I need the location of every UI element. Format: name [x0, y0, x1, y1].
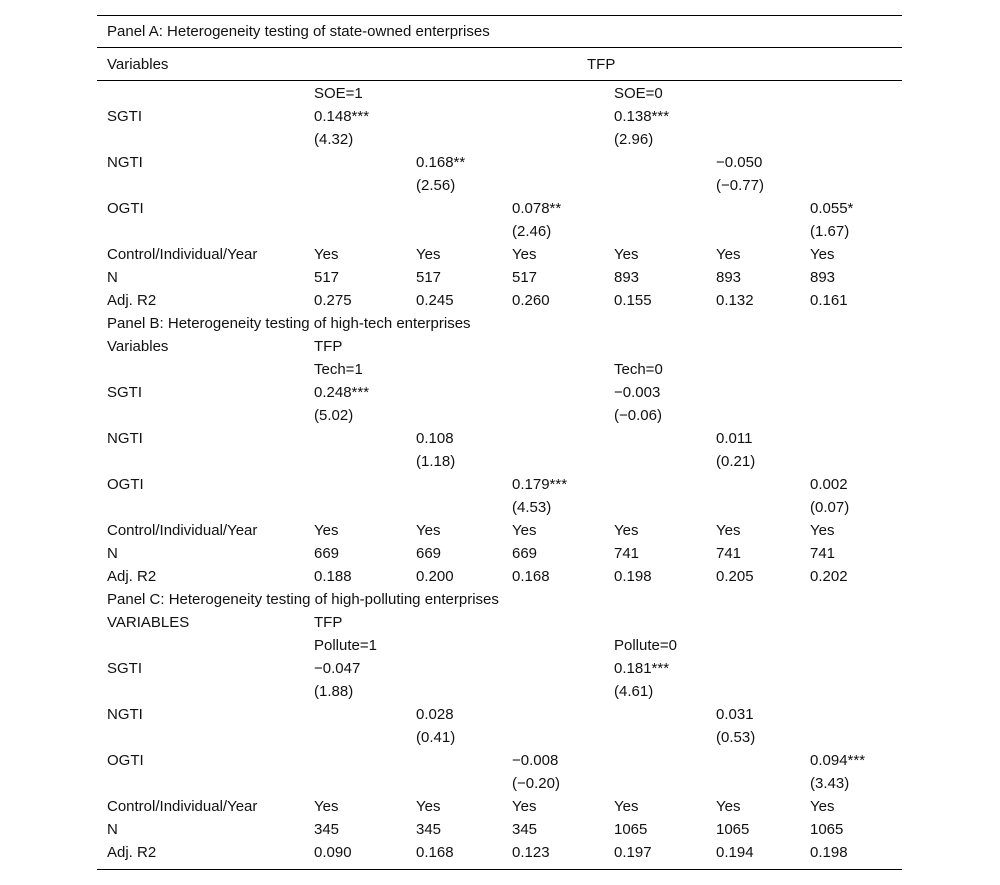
cell: 893 [716, 269, 742, 286]
cell: Yes [416, 522, 441, 539]
cell: Yes [614, 522, 639, 539]
panel-c-header-row [97, 611, 902, 634]
cell: 0.205 [716, 568, 754, 585]
coef: 0.078** [512, 200, 562, 217]
t-stat: (5.02) [314, 407, 354, 424]
panel-c-group-row [97, 634, 902, 657]
coef: −0.008 [512, 752, 559, 769]
row-label: OGTI [107, 200, 144, 217]
row-label: NGTI [107, 154, 143, 171]
t-stat: (3.43) [810, 775, 850, 792]
row-label: NGTI [107, 430, 143, 447]
table-row [97, 680, 902, 703]
cell: 0.132 [716, 292, 754, 309]
row-label: Control/Individual/Year [107, 246, 258, 263]
table-row [97, 726, 902, 749]
cell: 0.275 [314, 292, 352, 309]
cell: Yes [716, 246, 741, 263]
panel-a-title-row [97, 20, 902, 43]
table-row [97, 473, 902, 496]
cell: 1065 [810, 821, 844, 838]
table-row [97, 381, 902, 404]
panel-c-title: Panel C: Heterogeneity testing of high-polluting enterprises [107, 591, 499, 608]
panel-b-variables-header: Variables [107, 338, 169, 355]
panel-c-title-row [97, 588, 902, 611]
panel-a-title: Panel A: Heterogeneity testing of state-owned enterprises [107, 23, 490, 40]
row-label: Adj. R2 [107, 568, 157, 585]
t-stat: (1.88) [314, 683, 354, 700]
coef: 0.108 [416, 430, 454, 447]
coef: 0.168** [416, 154, 466, 171]
cell: Yes [416, 798, 441, 815]
cell: 345 [314, 821, 340, 838]
t-stat: (0.07) [810, 499, 850, 516]
coef: 0.138*** [614, 108, 670, 125]
cell: 1065 [716, 821, 750, 838]
cell: 0.090 [314, 844, 352, 861]
coef: 0.148*** [314, 108, 370, 125]
cell: 0.260 [512, 292, 550, 309]
cell: 345 [416, 821, 442, 838]
coef: 0.055* [810, 200, 854, 217]
panel-a-variables-header: Variables [107, 56, 169, 73]
t-stat: (4.32) [314, 131, 354, 148]
coef: 0.094*** [810, 752, 866, 769]
table-row [97, 266, 902, 289]
cell: Yes [314, 522, 339, 539]
row-label: Control/Individual/Year [107, 522, 258, 539]
t-stat: (1.67) [810, 223, 850, 240]
t-stat: (4.53) [512, 499, 552, 516]
table-row [97, 542, 902, 565]
cell: Yes [810, 798, 835, 815]
row-label: SGTI [107, 108, 143, 125]
table-row [97, 841, 902, 864]
cell: 0.188 [314, 568, 352, 585]
t-stat: (1.18) [416, 453, 456, 470]
row-label: Control/Individual/Year [107, 798, 258, 815]
coef: −0.047 [314, 660, 361, 677]
t-stat: (−0.06) [614, 407, 662, 424]
cell: Yes [512, 522, 537, 539]
coef: 0.031 [716, 706, 754, 723]
cell: 0.202 [810, 568, 848, 585]
cell: Yes [614, 798, 639, 815]
cell: Yes [314, 798, 339, 815]
table-row [97, 496, 902, 519]
cell: 517 [314, 269, 340, 286]
row-label: N [107, 545, 118, 562]
panel-b-header-row [97, 335, 902, 358]
cell: 0.168 [416, 844, 454, 861]
table-top-rule [97, 15, 902, 16]
table-row [97, 427, 902, 450]
table-row [97, 749, 902, 772]
coef: 0.028 [416, 706, 454, 723]
table-row [97, 657, 902, 680]
cell: 0.245 [416, 292, 454, 309]
cell: 1065 [614, 821, 648, 838]
cell: 345 [512, 821, 538, 838]
panel-a-group1: SOE=1 [314, 85, 363, 102]
cell: 0.200 [416, 568, 454, 585]
table-row [97, 105, 902, 128]
table-row [97, 565, 902, 588]
panel-a-title-rule [97, 47, 902, 48]
panel-c-dep-var: TFP [314, 614, 343, 631]
cell: 0.194 [716, 844, 754, 861]
cell: 669 [512, 545, 538, 562]
cell: 0.161 [810, 292, 848, 309]
table-bottom-rule [97, 869, 902, 870]
row-label: N [107, 269, 118, 286]
row-label: OGTI [107, 752, 144, 769]
cell: 669 [314, 545, 340, 562]
cell: 741 [614, 545, 640, 562]
cell: Yes [716, 798, 741, 815]
cell: 0.197 [614, 844, 652, 861]
table-row [97, 795, 902, 818]
table-row [97, 703, 902, 726]
cell: 893 [614, 269, 640, 286]
row-label: Adj. R2 [107, 292, 157, 309]
cell: 0.155 [614, 292, 652, 309]
coef: −0.050 [716, 154, 763, 171]
t-stat: (2.96) [614, 131, 654, 148]
cell: 0.198 [614, 568, 652, 585]
panel-c-group1: Pollute=1 [314, 637, 377, 654]
panel-a-group2: SOE=0 [614, 85, 663, 102]
t-stat: (2.46) [512, 223, 552, 240]
panel-b-title: Panel B: Heterogeneity testing of high-tech enterprises [107, 315, 471, 332]
table-row [97, 450, 902, 473]
cell: Yes [512, 798, 537, 815]
cell: Yes [416, 246, 441, 263]
cell: 0.168 [512, 568, 550, 585]
cell: Yes [614, 246, 639, 263]
t-stat: (−0.20) [512, 775, 560, 792]
panel-b-title-row [97, 312, 902, 335]
panel-a-group-row [97, 82, 902, 105]
panel-c-group2: Pollute=0 [614, 637, 677, 654]
table-row [97, 151, 902, 174]
table-row [97, 220, 902, 243]
t-stat: (0.21) [716, 453, 756, 470]
row-label: SGTI [107, 660, 143, 677]
table-row [97, 818, 902, 841]
table-row [97, 404, 902, 427]
cell: Yes [810, 246, 835, 263]
coef: 0.181*** [614, 660, 670, 677]
panel-b-group-row [97, 358, 902, 381]
cell: Yes [810, 522, 835, 539]
table-row [97, 197, 902, 220]
panel-c-variables-header: VARIABLES [107, 614, 190, 631]
table-row [97, 772, 902, 795]
table-row [97, 128, 902, 151]
cell: Yes [512, 246, 537, 263]
cell: 741 [716, 545, 742, 562]
coef: 0.179*** [512, 476, 568, 493]
t-stat: (0.41) [416, 729, 456, 746]
row-label: N [107, 821, 118, 838]
cell: 893 [810, 269, 836, 286]
panel-b-dep-var: TFP [314, 338, 343, 355]
panel-a-dep-var: TFP [587, 56, 616, 73]
panel-a-header-row [97, 53, 902, 76]
table-row [97, 519, 902, 542]
t-stat: (−0.77) [716, 177, 764, 194]
row-label: NGTI [107, 706, 143, 723]
coef: 0.011 [716, 430, 753, 447]
table-row [97, 174, 902, 197]
cell: 0.198 [810, 844, 848, 861]
cell: 517 [512, 269, 538, 286]
cell: 517 [416, 269, 442, 286]
t-stat: (4.61) [614, 683, 654, 700]
row-label: OGTI [107, 476, 144, 493]
cell: 669 [416, 545, 442, 562]
t-stat: (2.56) [416, 177, 456, 194]
coef: 0.248*** [314, 384, 370, 401]
cell: 0.123 [512, 844, 550, 861]
row-label: SGTI [107, 384, 143, 401]
panel-a-header-rule [97, 80, 902, 81]
coef: −0.003 [614, 384, 661, 401]
panel-b-group1: Tech=1 [314, 361, 363, 378]
panel-b-group2: Tech=0 [614, 361, 663, 378]
row-label: Adj. R2 [107, 844, 157, 861]
cell: 741 [810, 545, 836, 562]
cell: Yes [314, 246, 339, 263]
table-row [97, 289, 902, 312]
cell: Yes [716, 522, 741, 539]
table-row [97, 243, 902, 266]
t-stat: (0.53) [716, 729, 756, 746]
coef: 0.002 [810, 476, 848, 493]
